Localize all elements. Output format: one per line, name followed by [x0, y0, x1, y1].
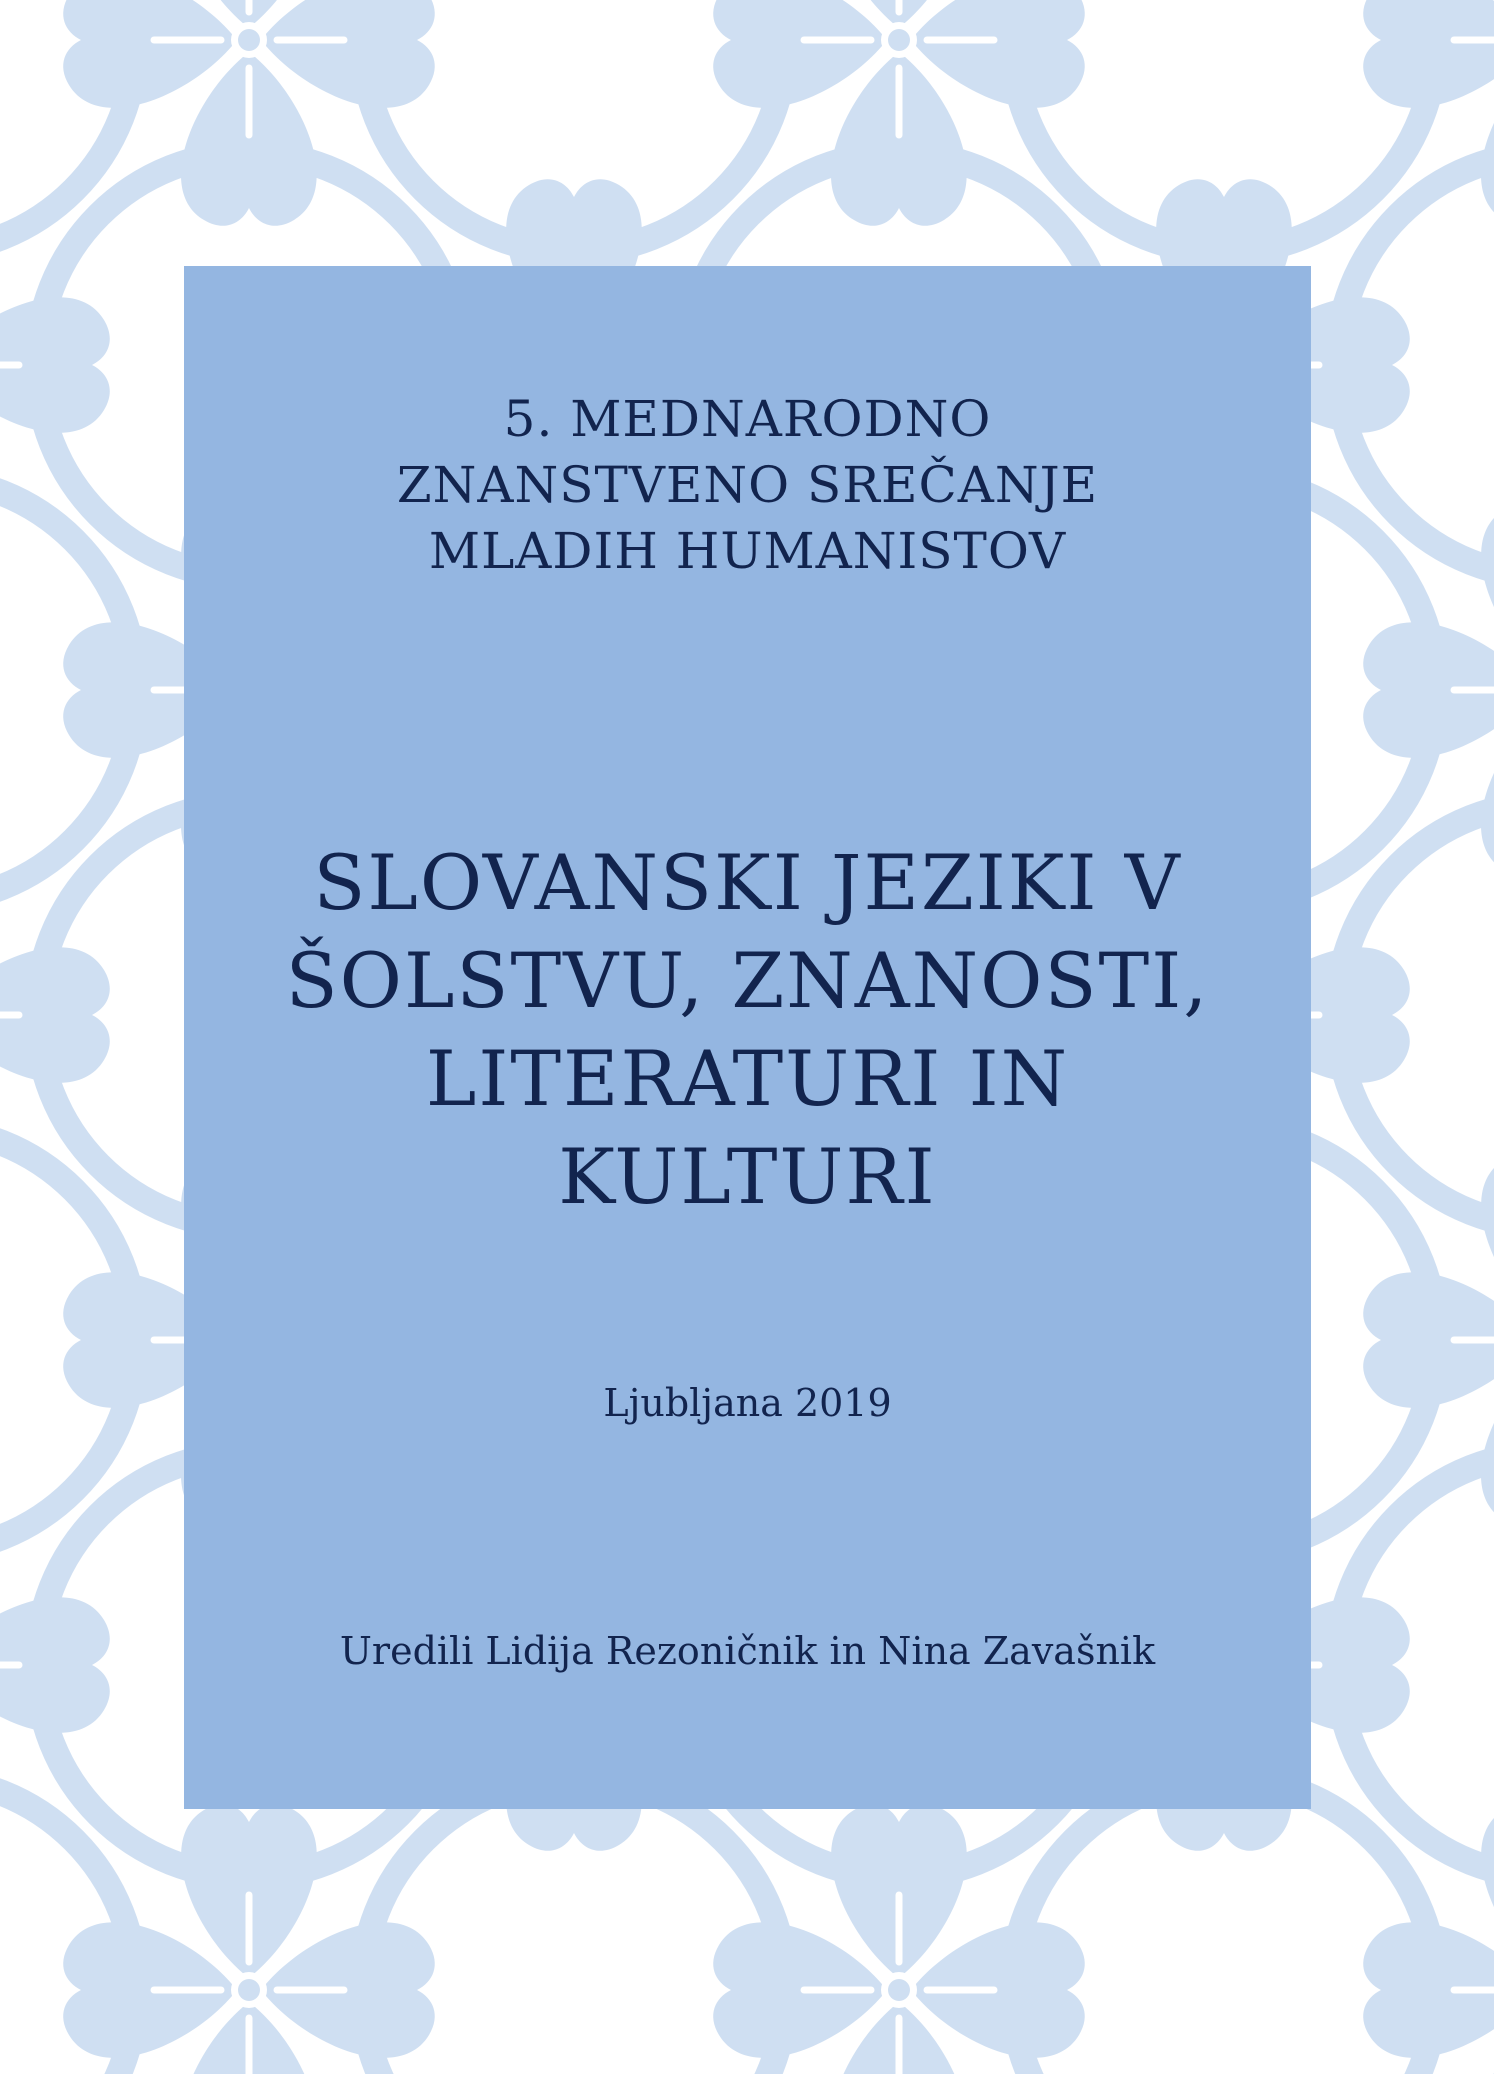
title-panel: [184, 266, 1311, 1809]
subtitle-line: 5. MEDNARODNO: [503, 390, 992, 448]
title-line: LITERATURI IN: [425, 1034, 1070, 1123]
editors-credit: Uredili Lidija Rezoničnik in Nina Zavašnik: [339, 1629, 1156, 1673]
conference-subtitle: [184, 386, 1311, 584]
subtitle-line: ZNANSTVENO SREČANJE: [396, 456, 1099, 514]
title-line: SLOVANSKI JEZIKI V: [313, 838, 1182, 927]
subtitle-line: MLADIH HUMANISTOV: [428, 522, 1067, 580]
title-line: ŠOLSTVU, ZNANOSTI,: [285, 936, 1210, 1025]
book-title: [184, 834, 1311, 1226]
title-line: KULTURI: [558, 1132, 937, 1221]
place-year: Ljubljana 2019: [603, 1381, 892, 1425]
